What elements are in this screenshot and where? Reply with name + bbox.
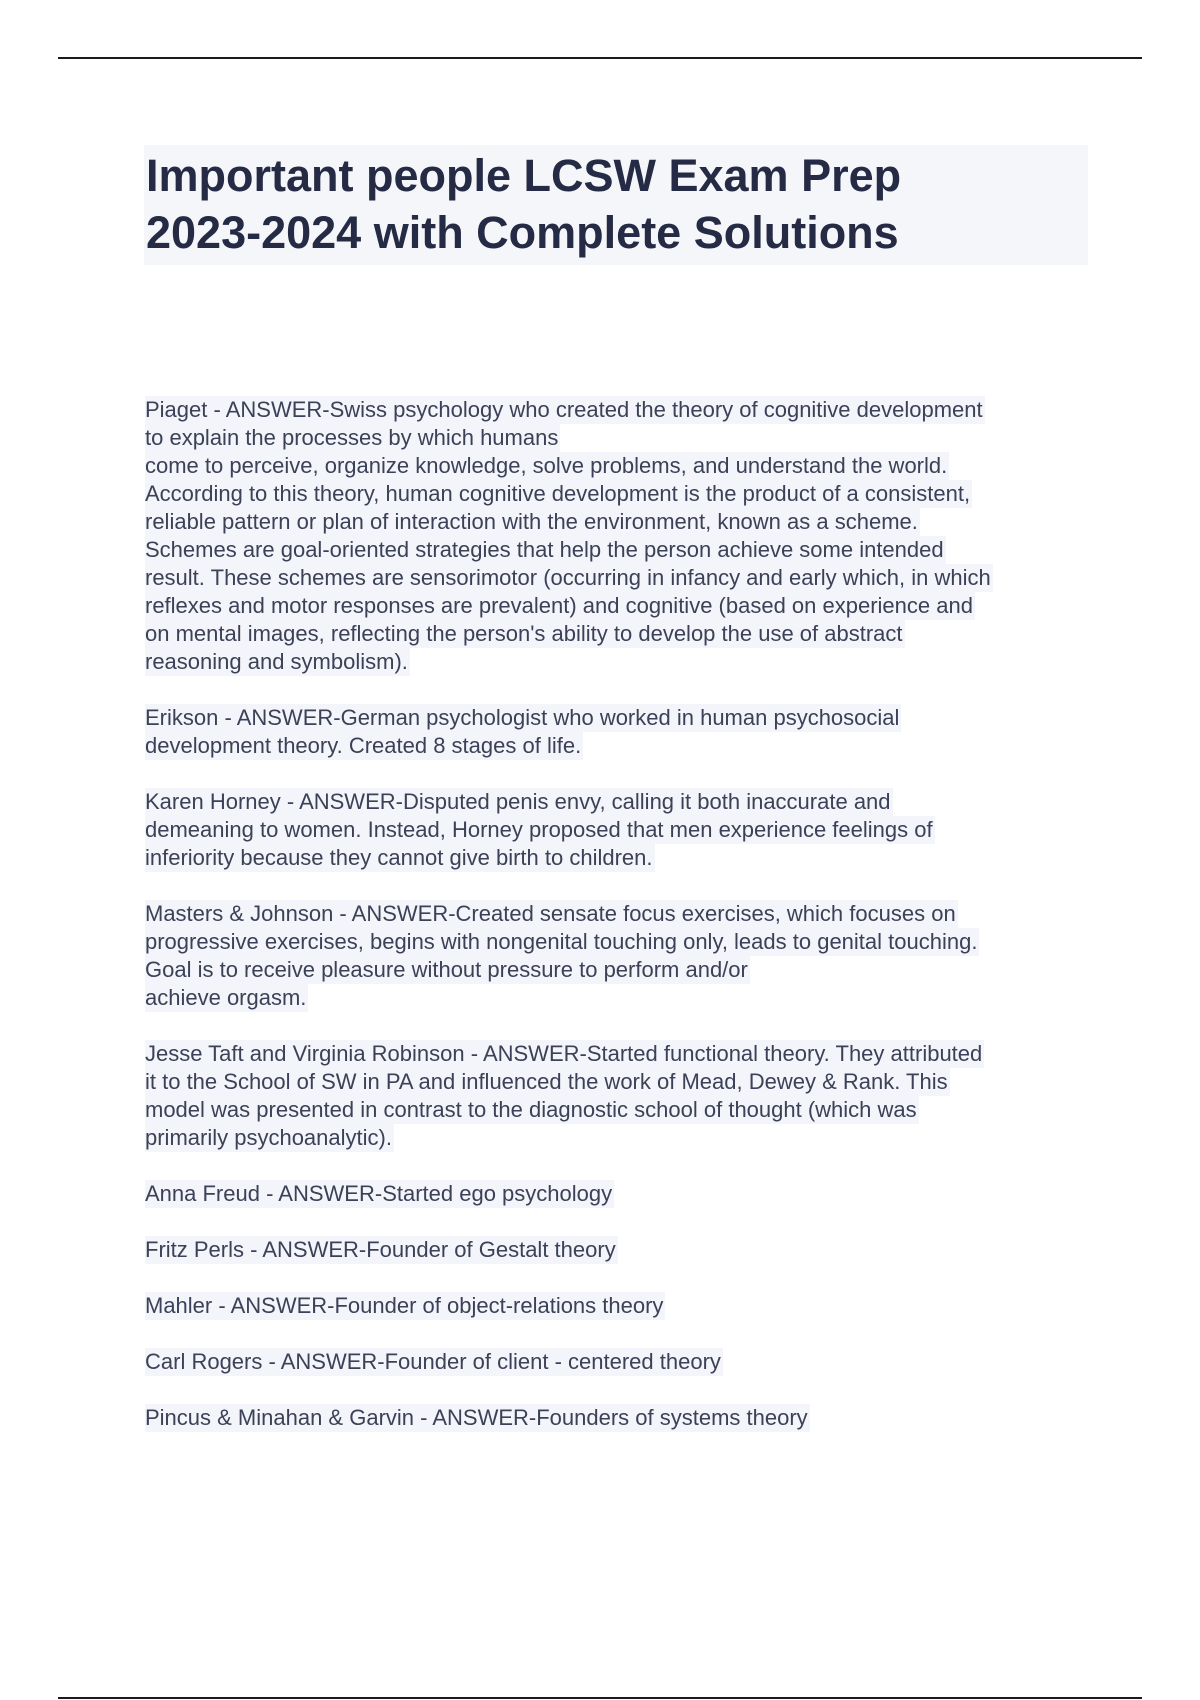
text-line: come to perceive, organize knowledge, solve problems, and understand the world. [145, 453, 948, 478]
text-line: Schemes are goal-oriented strategies that help the person achieve some intended [145, 537, 944, 562]
qa-entry-fritz-perls [145, 1236, 1105, 1264]
text-line: Piaget - ANSWER-Swiss psychology who created the theory of cognitive development [145, 397, 983, 422]
qa-entry-pincus-minahan-garvin [145, 1404, 1105, 1432]
text-line-wrap [145, 1404, 1105, 1432]
text-line: on mental images, reflecting the person's ability to develop the use of abstract [145, 621, 903, 646]
text-line: progressive exercises, begins with nongenital touching only, leads to genital touching. [145, 929, 978, 954]
text-line: Mahler - ANSWER-Founder of object-relations theory [145, 1293, 664, 1318]
text-line-wrap [145, 1068, 1105, 1096]
text-line-wrap [145, 592, 1105, 620]
text-line-wrap [145, 452, 1105, 480]
text-line-wrap [145, 620, 1105, 648]
qa-entry-carl-rogers [145, 1348, 1105, 1376]
text-line-wrap [145, 648, 1105, 676]
text-line-wrap [145, 1292, 1105, 1320]
text-line: Masters & Johnson - ANSWER-Created sensate focus exercises, which focuses on [145, 901, 956, 926]
text-line: achieve orgasm. [145, 985, 307, 1010]
text-line: Fritz Perls - ANSWER-Founder of Gestalt theory [145, 1237, 616, 1262]
top-rule [58, 57, 1142, 59]
text-line-wrap [145, 928, 1105, 956]
text-line: Erikson - ANSWER-German psychologist who worked in human psychosocial [145, 705, 900, 730]
text-line-wrap [145, 704, 1105, 732]
text-line: Goal is to receive pleasure without pressure to perform and/or [145, 957, 748, 982]
qa-entry-taft-robinson [145, 1040, 1105, 1152]
text-line-wrap [145, 1236, 1105, 1264]
text-line: model was presented in contrast to the diagnostic school of thought (which was [145, 1097, 917, 1122]
qa-entry-karen-horney [145, 788, 1105, 872]
qa-entry-piaget [145, 396, 1105, 676]
qa-entry-mahler [145, 1292, 1105, 1320]
text-line-wrap [145, 1180, 1105, 1208]
text-line: it to the School of SW in PA and influenced the work of Mead, Dewey & Rank. This [145, 1069, 948, 1094]
text-line: reflexes and motor responses are prevalent) and cognitive (based on experience and [145, 593, 973, 618]
text-line: Anna Freud - ANSWER-Started ego psychology [145, 1181, 613, 1206]
text-line: reasoning and symbolism). [145, 649, 408, 674]
qa-entry-erikson [145, 704, 1105, 760]
text-line-wrap [145, 480, 1105, 508]
text-line: demeaning to women. Instead, Horney proposed that men experience feelings of [145, 817, 933, 842]
text-line: reliable pattern or plan of interaction with the environment, known as a scheme. [145, 509, 918, 534]
text-line-wrap [145, 564, 1105, 592]
text-line-wrap [145, 1348, 1105, 1376]
text-line-wrap [145, 1096, 1105, 1124]
text-line-wrap [145, 956, 1105, 984]
qa-entry-anna-freud [145, 1180, 1105, 1208]
text-line: Pincus & Minahan & Garvin - ANSWER-Founders of systems theory [145, 1405, 808, 1430]
text-line: Karen Horney - ANSWER-Disputed penis envy, calling it both inaccurate and [145, 789, 891, 814]
text-line: result. These schemes are sensorimotor (occurring in infancy and early which, in which [145, 565, 991, 590]
title-line: 2023-2024 with Complete Solutions [146, 207, 899, 258]
text-line: to explain the processes by which humans [145, 425, 559, 450]
qa-list [145, 396, 1105, 1460]
document-title [144, 145, 1088, 265]
bottom-rule [58, 1697, 1142, 1699]
text-line-wrap [145, 396, 1105, 424]
text-line-wrap [145, 1040, 1105, 1068]
text-line: Carl Rogers - ANSWER-Founder of client - centered theory [145, 1349, 721, 1374]
text-line: Jesse Taft and Virginia Robinson - ANSWER-Started functional theory. They attributed [145, 1041, 983, 1066]
text-line-wrap [145, 816, 1105, 844]
text-line: development theory. Created 8 stages of life. [145, 733, 582, 758]
text-line-wrap [145, 424, 1105, 452]
qa-entry-masters-johnson [145, 900, 1105, 1012]
text-line-wrap [145, 732, 1105, 760]
text-line-wrap [145, 788, 1105, 816]
text-line: inferiority because they cannot give birth to children. [145, 845, 653, 870]
text-line-wrap [145, 536, 1105, 564]
text-line: According to this theory, human cognitive development is the product of a consistent, [145, 481, 971, 506]
text-line-wrap [145, 508, 1105, 536]
text-line-wrap [145, 844, 1105, 872]
text-line-wrap [145, 1124, 1105, 1152]
text-line-wrap [145, 984, 1105, 1012]
text-line: primarily psychoanalytic). [145, 1125, 392, 1150]
text-line-wrap [145, 900, 1105, 928]
title-line: Important people LCSW Exam Prep [146, 150, 902, 201]
